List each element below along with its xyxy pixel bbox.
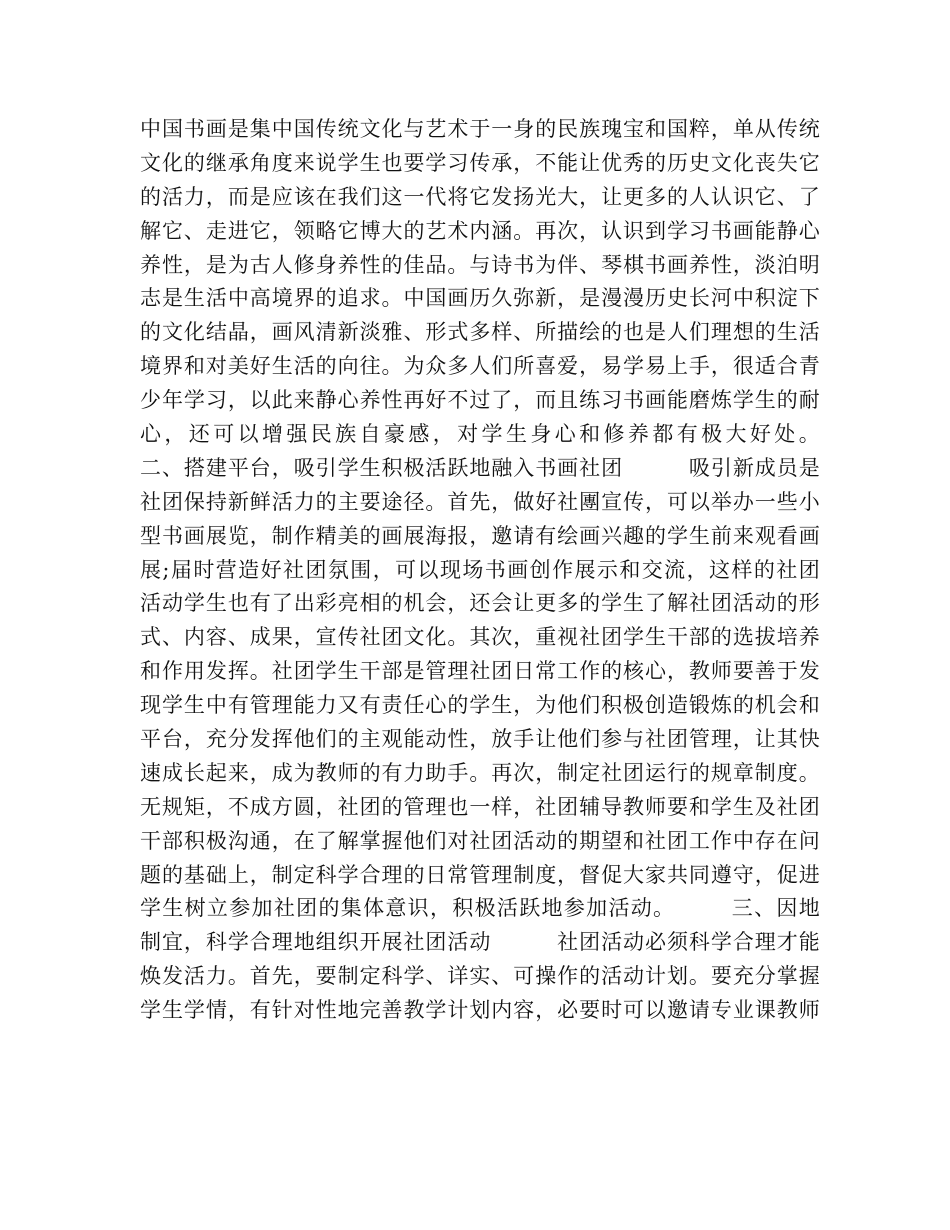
text-line: 养性，是为古人修身养性的佳品。与诗书为伴、琴棋书画养性，淡泊明 [140, 252, 820, 277]
text-line: 型书画展览，制作精美的画展海报，邀请有绘画兴趣的学生前来观看画 [140, 523, 820, 548]
text-line: 社团保持新鲜活力的主要途径。首先，做好社團宣传，可以举办一些小 [140, 489, 820, 514]
text-line: 活动学生也有了出彩亮相的机会，还会让更多的学生了解社团活动的形 [140, 591, 820, 616]
text-line: 现学生中有管理能力又有责任心的学生，为他们积极创造锻炼的机会和 [140, 693, 820, 718]
text-line: 平台，充分发挥他们的主观能动性，放手让他们参与社团管理，让其快 [140, 727, 820, 752]
text-line: 志是生活中高境界的追求。中国画历久弥新，是漫漫历史长河中积淀下 [140, 286, 820, 311]
body-text [140, 113, 820, 1028]
text-line: 无规矩，不成方圆，社团的管理也一样，社团辅导教师要和学生及社团 [140, 794, 820, 819]
text-line: 中国书画是集中国传统文化与艺术于一身的民族瑰宝和国粹，单从传统 [140, 117, 820, 141]
text-line: 焕发活力。首先，要制定科学、详实、可操作的活动计划。要充分掌握 [140, 964, 820, 989]
text-line: 的文化结晶，画风清新淡雅、形式多样、所描绘的也是人们理想的生活 [140, 320, 820, 345]
section-heading-line: 制宜，科学合理地组织开展社团活动 社团活动必须科学合理才能 [140, 930, 820, 955]
text-line: 心，还可以增强民族自豪感，对学生身心和修养都有极大好处。 [140, 422, 820, 447]
text-line: 学生学情，有针对性地完善教学计划内容，必要时可以邀请专业课教师 [140, 998, 820, 1023]
text-line: 境界和对美好生活的向往。为众多人们所喜爱，易学易上手，很适合青 [140, 354, 820, 379]
text-line: 少年学习，以此来静心养性再好不过了，而且练习书画能磨炼学生的耐 [140, 388, 820, 413]
section-heading-line: 学生树立参加社团的集体意识，积极活跃地参加活动。 三、因地 [140, 896, 820, 921]
text-line: 文化的继承角度来说学生也要学习传承，不能让优秀的历史文化丧失它 [140, 150, 820, 175]
section-heading-line: 二、搭建平台，吸引学生积极活跃地融入书画社团 吸引新成员是 [140, 455, 820, 480]
text-line: 速成长起来，成为教师的有力助手。再次，制定社团运行的规章制度。 [140, 760, 820, 785]
text-line: 干部积极沟通，在了解掌握他们对社团活动的期望和社团工作中存在问 [140, 828, 820, 853]
text-line: 解它、走进它，领略它博大的艺术内涵。再次，认识到学习书画能静心 [140, 218, 820, 243]
text-line: 展;届时营造好社团氛围，可以现场书画创作展示和交流，这样的社团 [140, 557, 820, 582]
text-line: 和作用发挥。社团学生干部是管理社团日常工作的核心，教师要善于发 [140, 659, 820, 684]
text-line: 题的基础上，制定科学合理的日常管理制度，督促大家共同遵守，促进 [140, 862, 820, 887]
text-line: 的活力，而是应该在我们这一代将它发扬光大，让更多的人认识它、了 [140, 184, 820, 209]
text-line: 式、内容、成果，宣传社团文化。其次，重视社团学生干部的选拔培养 [140, 625, 820, 650]
